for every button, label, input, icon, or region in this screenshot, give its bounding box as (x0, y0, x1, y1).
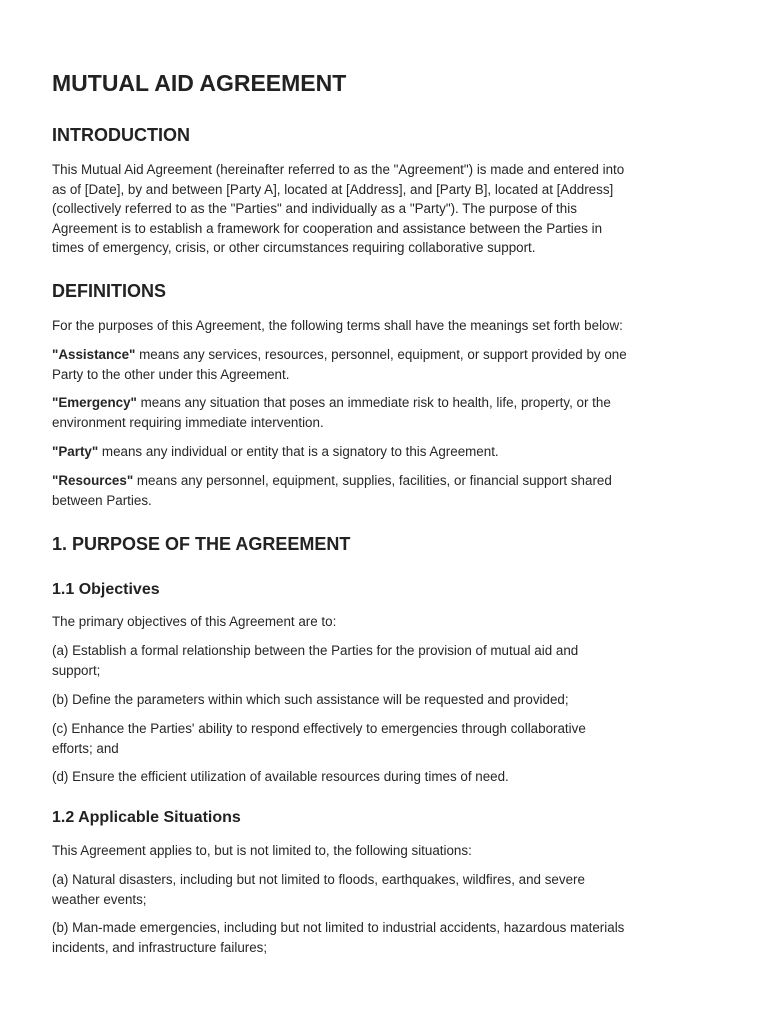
situations-intro: This Agreement applies to, but is not limited to, the following situations: (52, 843, 472, 858)
document-title: MUTUAL AID AGREEMENT (52, 70, 347, 96)
objective-text: (b) Define the parameters within which such assistance will be requested and provided; (52, 692, 569, 707)
situation-text: incidents, and infrastructure failures; (52, 939, 268, 955)
definition-text: between Parties. (52, 492, 152, 508)
introduction-line: Agreement is to establish a framework for cooperation and assistance between the Parties in (52, 220, 603, 236)
objective-text: (d) Ensure the efficient utilization of available resources during times of need. (52, 769, 509, 784)
definition-item (52, 345, 720, 384)
situation-item (52, 918, 720, 957)
situation-text: (a) Natural disasters, including but not limited to floods, earthquakes, wildfires, and severe (52, 872, 585, 887)
introduction-line: This Mutual Aid Agreement (hereinafter referred to as the "Agreement") is made and entered into (52, 162, 625, 177)
objective-item (52, 690, 720, 710)
definition-term: "Emergency" (52, 395, 137, 410)
objective-item (52, 719, 720, 758)
definition-text: environment requiring immediate intervention. (52, 414, 324, 430)
definitions-heading: DEFINITIONS (52, 281, 167, 301)
introduction-line: times of emergency, crisis, or other circumstances requiring collaborative support. (52, 240, 536, 255)
definition-text: Party to the other under this Agreement. (52, 366, 290, 382)
definition-text: means any individual or entity that is a signatory to this Agreement. (98, 444, 499, 459)
introduction-paragraph (52, 160, 720, 258)
objectives-heading: 1.1 Objectives (52, 581, 160, 598)
definition-text: means any personnel, equipment, supplies, facilities, or financial support shared (133, 473, 612, 488)
objective-text: support; (52, 662, 101, 678)
definition-term: "Resources" (52, 473, 134, 488)
definition-item (52, 471, 720, 510)
situations-heading: 1.2 Applicable Situations (52, 809, 241, 826)
objective-text: (c) Enhance the Parties' ability to respond effectively to emergencies through collaborative (52, 721, 586, 736)
definitions-intro: For the purposes of this Agreement, the following terms shall have the meanings set forth below: (52, 318, 623, 333)
objective-text: efforts; and (52, 740, 119, 756)
introduction-line: (collectively referred to as the "Parties" and individually as a "Party"). The purpose of this (52, 201, 577, 216)
definition-item (52, 442, 720, 462)
situation-text: weather events; (52, 891, 147, 907)
objective-text: (a) Establish a formal relationship between the Parties for the provision of mutual aid and (52, 643, 579, 658)
introduction-heading: INTRODUCTION (52, 125, 190, 145)
definition-text: means any situation that poses an immediate risk to health, life, property, or the (136, 395, 611, 410)
definition-term: "Assistance" (52, 347, 136, 362)
introduction-line: as of [Date], by and between [Party A], located at [Address], and [Party B], located at [Address] (52, 181, 614, 197)
situation-text: (b) Man-made emergencies, including but not limited to industrial accidents, hazardous materials (52, 920, 625, 935)
definition-term: "Party" (52, 444, 99, 459)
section-1-heading: 1. PURPOSE OF THE AGREEMENT (52, 534, 351, 554)
objective-item (52, 641, 720, 680)
objective-item (52, 767, 720, 787)
objectives-intro: The primary objectives of this Agreement are to: (52, 614, 337, 629)
definition-item (52, 393, 720, 432)
situation-item (52, 870, 720, 909)
definition-text: means any services, resources, personnel, equipment, or support provided by one (135, 347, 627, 362)
